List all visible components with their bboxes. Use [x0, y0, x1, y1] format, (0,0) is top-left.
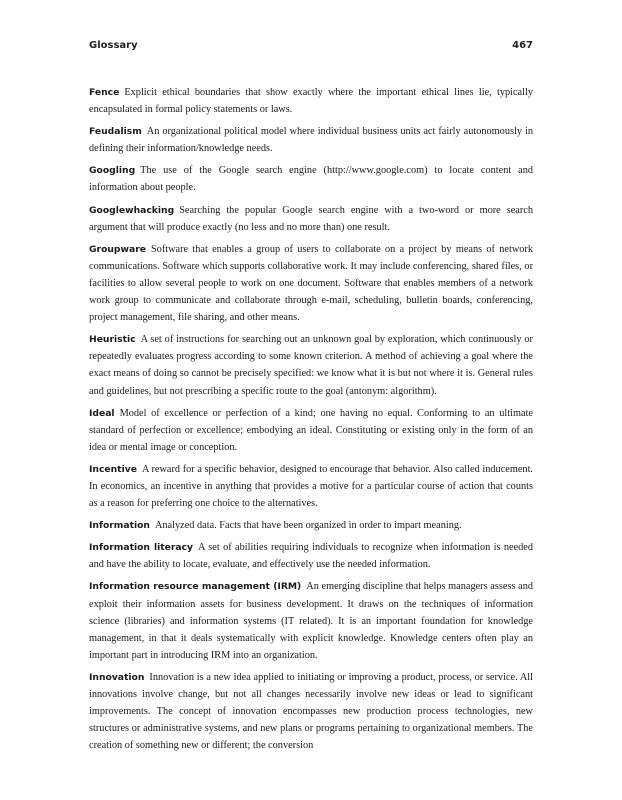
glossary-entry: [89, 669, 533, 754]
glossary-entries: [89, 84, 533, 759]
glossary-definition: Analyzed data. Facts that have been organized in order to impart meaning.: [154, 520, 462, 532]
glossary-term: Feudalism: [89, 126, 142, 138]
glossary-definition: A set of abilities requiring individuals to recognize when information is needed and have the ability to locate, evaluate, and effectively use the needed information.: [89, 542, 533, 571]
glossary-entry: [89, 578, 533, 663]
glossary-definition: A reward for a specific behavior, designed to encourage that behavior. Also called inducement. In economics, an incentive in anything that provides a motive for a particular course of action that counts as a reason for preferring one choice to the alternatives.: [89, 463, 533, 510]
glossary-entry: [89, 241, 533, 326]
glossary-definition: An organizational political model where individual business units act fairly autonomously in defining their information/knowledge needs.: [89, 126, 533, 155]
glossary-definition: The use of the Google search engine (http://www.google.com) to locate content and information about people.: [89, 165, 533, 194]
glossary-entry: [89, 202, 533, 236]
glossary-term: Heuristic: [89, 334, 136, 346]
glossary-term: Groupware: [89, 243, 146, 255]
glossary-term: Googlewhacking: [89, 204, 175, 216]
glossary-term: Fence: [89, 87, 120, 98]
glossary-term: Incentive: [89, 463, 137, 475]
glossary-entry: [89, 123, 533, 157]
glossary-definition: A set of instructions for searching out an unknown goal by exploration, which continuously or repeatedly evaluates progress according to some known criterion. A method of achieving a goal where the exact means of doing so cannot be precisely specified: we know what it is but not where it is. General rules and guidelines, but not prescribing a specific route to the goal (antonym: algorithm).: [89, 334, 533, 397]
glossary-term: Googling: [89, 165, 136, 177]
glossary-term: Information resource management (IRM): [89, 581, 302, 593]
glossary-entry: [89, 517, 533, 534]
glossary-term: Innovation: [89, 671, 145, 683]
glossary-entry: [89, 331, 533, 399]
glossary-definition: Innovation is a new idea applied to initiating or improving a product, process, or service. All innovations involve change, but not all changes necessarily involve new ideas or lead to significant improvements. The concept of innovation encompasses new production process technologies, new structures or administrative systems, and new plans or programs pertaining to organizational members. The creation of something new or different; the conversion: [89, 671, 533, 752]
glossary-term: Ideal: [89, 407, 115, 419]
glossary-definition: Searching the popular Google search engine with a two-word or more search argument that will produce exactly (no less and no more than) one result.: [89, 204, 533, 233]
page-number: 467: [512, 40, 533, 51]
glossary-term: Information: [89, 520, 150, 532]
glossary-entry: [89, 162, 533, 196]
glossary-definition: An emerging discipline that helps managers assess and exploit their information assets for business development. It draws on the techniques of information science (libraries) and information systems (IT related). It is an important foundation for knowledge management, in that it deals systematically with explicit knowledge. Knowledge centers often play an important part in introducing IRM into an organization.: [89, 581, 533, 661]
glossary-entry: [89, 539, 533, 573]
glossary-entry: [89, 461, 533, 512]
glossary-entry: [89, 84, 533, 118]
glossary-entry: [89, 405, 533, 456]
running-head: [89, 40, 533, 51]
glossary-definition: Explicit ethical boundaries that show exactly where the important ethical lines lie, typically encapsulated in formal policy statements or laws.: [89, 87, 533, 116]
section-title: Glossary: [89, 40, 138, 51]
glossary-definition: Software that enables a group of users to collaborate on a project by means of network communications. Software which supports collaborative work. It may include conferencing, shared files, or facilities to allow several people to work on one document. Software that enables members of a network work group to communicate and collaborate through e-mail, scheduling, bulletin boards, conferencing, project management, file sharing, and other means.: [89, 243, 533, 324]
glossary-term: Information literacy: [89, 542, 194, 554]
glossary-definition: Model of excellence or perfection of a kind; one having no equal. Conforming to an ultimate standard of perfection or excellence; embodying an ideal. Constituting or existing only in the form of an idea or mental image or conception.: [89, 407, 533, 453]
